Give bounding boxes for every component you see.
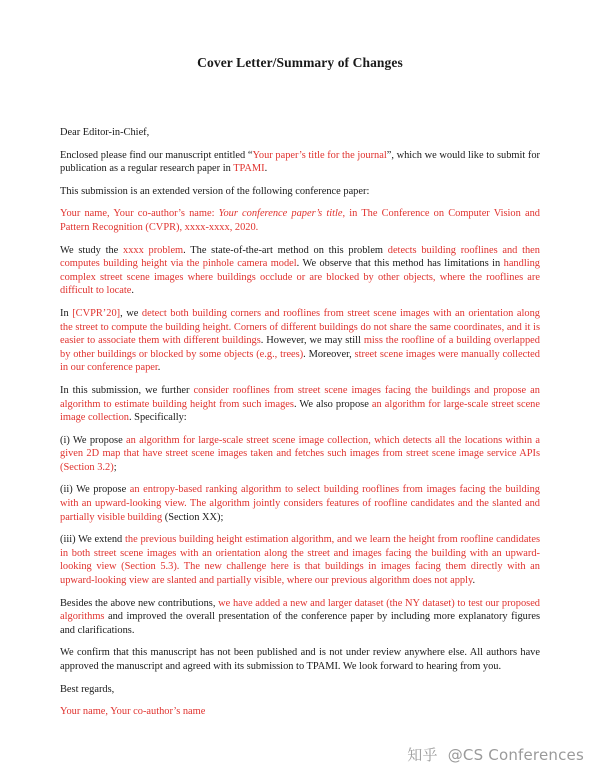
paragraph-study: We study the xxxx problem. The state-of-the-art method on this problem detects building rooflines and then computes building height via the pinhole camera model. We observe that this method has limitations in handling complex street scene images where buildings occlude or are blocked by other objects, where the rooflines are difficult to locate. [60,244,540,297]
paragraph-manuscript: Enclosed please find our manuscript entitled “Your paper’s title for the journal”, which we would like to submit for publication as a regular research paper in TPAMI. [60,149,541,175]
salutation: Dear Editor-in-Chief, [60,127,150,138]
paragraph-conference-ref: Your name, Your co-author’s name: Your conference paper’s title, in The Conference on Computer Vision and Pattern Recognition (CVPR), xxxx-xxxx, 2020. [60,208,540,233]
paragraph-submission: In this submission, we further consider rooflines from street scene images facing the buildings and propose an algorithm to estimate building height from such images. We also propose an algorithm for large-scale street scene image collection. Specifically: [60,384,540,424]
paragraph-additions: Besides the above new contributions, we have added a new and larger dataset (the NY dataset) to test our proposed algorithms and improved the overall presentation of the conference paper by including more explanatory figures and clarifications. [60,597,540,636]
closing: Best regards, [60,683,115,695]
contribution-item-1: (i) We propose an algorithm for large-scale street scene image collection, which detects all the locations within a given 2D map that have street scene images taken and fetches such images from street scene image service APIs (Section 3.2); [60,434,540,473]
letter-body [60,126,540,728]
paragraph-extension: This submission is an extended version of the following conference paper: [60,185,370,197]
page-title: Cover Letter/Summary of Changes [197,55,403,70]
watermark-handle: @CS Conferences [447,745,584,764]
paragraph-prior-work: In [CVPR’20], we detect both building corners and rooflines from street scene images with an orientation along the street to compute the building height. Corners of different buildings do not share the same coordinates, and it is easier to associate them with different buildings. However, we may still miss the roofline of a building overlapped by other buildings or blocked by some objects (e.g., trees). Moreover, street scene images were manually collected in our conference paper. [60,307,540,374]
watermark [407,744,584,765]
paper-title-placeholder: Your paper’s title for the journal [252,149,387,161]
conference-paper-title: Your conference paper’s title [218,208,343,220]
signature: Your name, Your co-author’s name [60,706,206,718]
watermark-site: 知乎 [407,746,438,764]
paragraph-confirmation: We confirm that this manuscript has not been published and is not under review anywhere else. All authors have approved the manuscript and agreed with its submission to TPAMI. We look forward to hearing from you. [60,647,540,672]
contribution-item-2: (ii) We propose an entropy-based ranking algorithm to select building rooflines from images facing the building with an upward-looking view. The algorithm jointly considers features of roofline candidates and the slanted and partially visible building (Section XX); [60,484,540,523]
journal-name: TPAMI [233,163,265,175]
contribution-item-3: (iii) We extend the previous building height estimation algorithm, and we learn the height from roofline candidates in both street scene images with an orientation along the street and images facing the building with an upward-looking view (Section 5.3). The new challenge here is that buildings in images facing them directly with an upward-looking view are slanted and partially visible, where our previous algorithm does not apply. [60,534,540,587]
